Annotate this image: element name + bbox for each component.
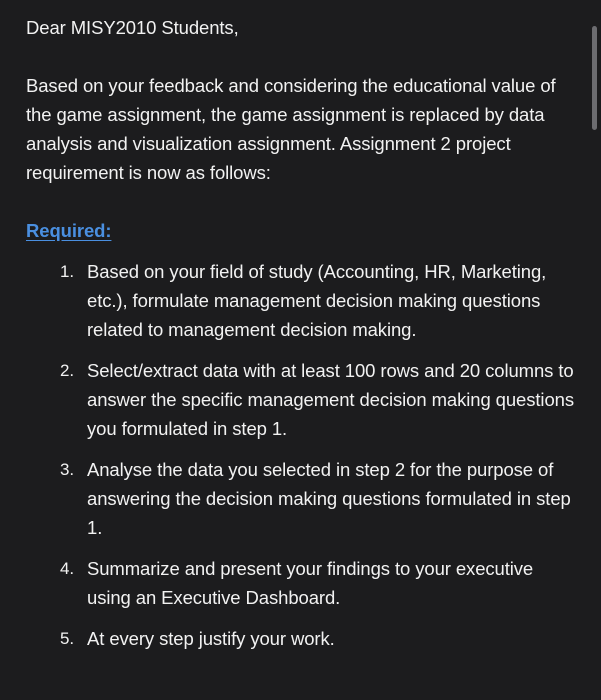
greeting: Dear MISY2010 Students, — [26, 17, 239, 38]
message-body — [26, 13, 578, 665]
scrollbar-thumb[interactable] — [592, 26, 597, 130]
intro-paragraph: Based on your feedback and considering the educational value of the game assignment, the game assignment is replaced by data analysis and visualization assignment. Assignment 2 project requirement is now as follows: — [26, 75, 556, 183]
requirements-list — [26, 257, 578, 653]
list-item — [26, 554, 578, 612]
step-text: At every step justify your work. — [87, 628, 335, 649]
step-text: Select/extract data with at least 100 rows and 20 columns to answer the specific management decision making questions you formulated in step 1. — [87, 360, 574, 439]
step-number: 3. — [60, 460, 74, 479]
step-number: 1. — [60, 262, 74, 281]
step-text: Analyse the data you selected in step 2 for the purpose of answering the decision making questions formulated in step 1. — [87, 459, 571, 538]
list-item — [26, 356, 578, 443]
step-number: 4. — [60, 559, 74, 578]
step-text: Summarize and present your findings to your executive using an Executive Dashboard. — [87, 558, 534, 608]
step-number: 5. — [60, 629, 74, 648]
required-heading: Required: — [26, 220, 112, 241]
step-text: Based on your field of study (Accounting, HR, Marketing, etc.), formulate management decision making questions related to management decision making. — [87, 261, 547, 340]
list-item — [26, 455, 578, 542]
step-number: 2. — [60, 361, 74, 380]
list-item — [26, 257, 578, 344]
list-item — [26, 624, 578, 653]
